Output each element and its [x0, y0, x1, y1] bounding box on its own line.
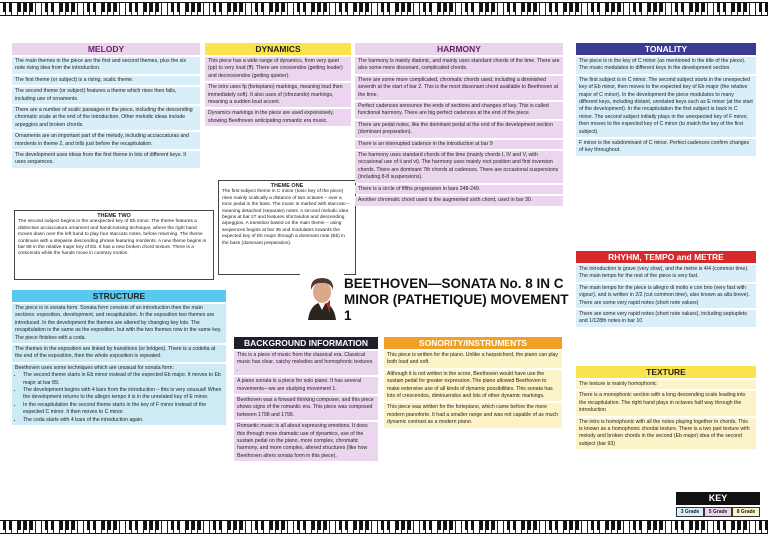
- sonority-block: Although it is not written in the score, Beethoven would have use the sustain pedal for greater expression. The piano allowed Beethoven to make extensive use of all kinds of dynamic possibilities. This sonata has lots of crescendos, diminuendos and lots of other dynamic markings.: [384, 370, 562, 402]
- piano-keys-top-border: [0, 2, 768, 16]
- texture-block: The texture is mainly homophonic: [576, 380, 756, 389]
- dynamics-heading: DYNAMICS: [205, 43, 351, 55]
- structure-panel: [12, 290, 226, 504]
- harmony-block: There are pedal notes, like the dominant pedal at the end of the development section (dominant preparation).: [355, 121, 563, 138]
- harmony-heading: HARMONY: [355, 43, 563, 55]
- harmony-panel: [355, 43, 563, 265]
- list-item: • The development begins with 4 bars from the introduction – this is very unusual! When the development returns to the allegro tempo it is in the unrelated key of E minor.: [23, 387, 223, 402]
- melody-block: The main themes in the piece are the first and second themes, plus the six note rising idea from the introduction.: [12, 57, 200, 74]
- dynamics-block: Dynamics markings in the piece are used expressively, showing Beethoven anticipating romantic era music.: [205, 109, 351, 126]
- page-title: BEETHOVEN—SONATA No. 8 IN C MINOR (PATHETIQUE) MOVEMENT 1: [344, 276, 569, 323]
- background-heading: BACKGROUND INFORMATION: [234, 337, 378, 349]
- sonority-panel: [384, 337, 562, 505]
- melody-block: The second theme (or subject) features a theme which rises then falls, including use of ornaments.: [12, 87, 200, 104]
- background-block: Romantic music is all about expressing emotions. It does this through more dramatic use of dynamics, use of the sustain pedal on the piano, more complex, chromatic harmony, and more complex, altered structures (like how Beethoven alters sonata form in this piece).: [234, 422, 378, 461]
- texture-block: There is a monophonic section with a long descending scale leading into the recapitulation. The right hand plays in octaves half way through the introduction: [576, 391, 756, 415]
- list-item: • The second theme starts in Eb minor instead of the expected Eb major. It moves to Eb major at bar 89.: [23, 372, 223, 387]
- key-grade-3: 3 Grade: [676, 507, 704, 517]
- melody-block: The development uses ideas from the first theme in lots of different keys. It uses sequences.: [12, 151, 200, 168]
- piano-keys-bottom-border: [0, 520, 768, 534]
- structure-list-block: [12, 364, 226, 425]
- harmony-block: The harmony is mainly diatonic, and mainly uses standard chords of the time. There are also some more dissonant, complicated chords.: [355, 57, 563, 74]
- key-grade-8: 8 Grade: [732, 507, 760, 517]
- dynamics-block: The intro uses fp (fortepiano) markings, meaning loud then immediately soft). It also uses sf (sforzando) markings, meaning a sudden loud accent.: [205, 83, 351, 107]
- structure-list-intro: Beethoven uses some techniques which are unusual for sonata form:: [15, 364, 174, 371]
- tonality-panel: [576, 43, 756, 241]
- tonality-block: The piece is in the key of C minor (as mentioned in the title of the piece). The music modulates to different keys in the development section: [576, 57, 756, 74]
- theme-two-heading: THEME TWO: [97, 213, 131, 219]
- list-item: • In the recapitulation the second theme starts in the key of F minor instead of the expected C minor. It then moves to C minor.: [23, 402, 223, 417]
- key-heading: KEY: [676, 492, 760, 505]
- background-block: This is a piece of music from the classical era. Classical music has clear, catchy melodies and homophonic textures .: [234, 351, 378, 375]
- rhythm-block: The main tempo for the piece is allegro di molto e con brio (very fast with vigour), and is written in 2/2 (cut common time), also known as alla breve). There are some very rapid notes (short note values): [576, 284, 756, 308]
- tonality-heading: TONALITY: [576, 43, 756, 55]
- sonority-block: This piece is written for the piano. Unlike a harpsichord, the piano can play both loud and soft.: [384, 351, 562, 368]
- theme-one-heading: THEME ONE: [270, 183, 304, 189]
- melody-block: The first theme (or subject) is a rising, scalic theme.: [12, 76, 200, 85]
- theme-one-box: [218, 180, 356, 275]
- theme-two-text: The second subject begins in the unexpected key of Eb minor. The theme features a distinctive acciaccatura ornament and handcrossing technique, where the right hand moves down over the left hand to play four staccato notes, before returning. The theme continues with a stepwise descending phrase featuring mordents. A new theme begins in bar 88 in the relative major key of Eb. It has a new broken chord texture. There is a crescendo while the hands move in contrary motion.: [18, 219, 207, 257]
- melody-block: Ornaments are an important part of the melody, including acciaccaturas and mordents in theme 2, and trills just before the recapitulation.: [12, 132, 200, 149]
- beethoven-portrait: [300, 270, 344, 320]
- harmony-block: The harmony uses standard chords of the time (mainly chords I, IV and V, with occasional use of ii and vi). The harmony uses mainly root position and first inversion chords. There are dominant 7th chords at cadences. There are occasional suspensions (including 8-8 suspensions).: [355, 151, 563, 183]
- theme-one-text: The first subject theme in C minor (tonic key of the piece) rises mainly scalically a distance of two octaves – over a tonic pedal in the bass. The music is marked with staccato – meaning detached (separate) notes. A second melodic idea begins at bar 27 and features sforzandos and descending arpeggios. A transition based on the main theme – using sequences begins at bar 35 and modulates towards the expected key of Eb major through a dominant note (Bb) in the bass (dominant preparation).: [222, 189, 350, 246]
- sonority-heading: SONORITY/INSTRUMENTS: [384, 337, 562, 349]
- rhythm-panel: [576, 251, 756, 361]
- melody-block: There are a number of scalic passages in the piece, including the descending chromatic scale at the end of the introduction. Other melodic ideas include arpeggios and broken chords.: [12, 106, 200, 130]
- dynamics-block: This piece has a wide range of dynamics, from very quiet (pp) to very loud (ff). There are crescendos (getting louder) and decrescendos (getting quieter).: [205, 57, 351, 81]
- list-item: • The coda starts with 4 bars of the introduction again.: [23, 417, 223, 424]
- background-block: Beethoven was a forward thinking composer, and this piece shows signs of the romantic era. This piece was composed between 1798 and 1799.: [234, 396, 378, 420]
- melody-panel: [12, 43, 200, 209]
- rhythm-heading: RHYHM, TEMPO and METRE: [576, 251, 756, 263]
- key-legend: [676, 492, 760, 522]
- rhythm-block: The introduction is grave (very slow), and the metre is 4/4 (common time). The main tempo for the rest of the piece is very fast.: [576, 265, 756, 282]
- tonality-block: The first subject is in C minor. The second subject starts in the unexpected key of Eb minor, then moves to the expected key of Eb major (the relative major of C minor). In the development the piece modulates to many different keys, including distant, unrelated keys such as E minor (at the start of the development). In the recapitulation the first subject is back in C minor. The second subject initially plays in the unexpected key of F minor, then moves to the expected key of C minor (to match the key of the first subject).: [576, 76, 756, 137]
- structure-block: The piece is in sonata form. Sonata form consists of an introduction then the main sections: exposition, development, and recapitulation. In the exposition two themes are introduced. In the development the themes are altered by changing key lots. The recapitulation is the same as the exposition, but with the two themes now in the same key. The piece finishes with a coda.: [12, 304, 226, 343]
- harmony-block: Perfect cadences announce the ends of sections and changes of key. This is called functional harmony. There are big perfect cadences at the end of the piece.: [355, 102, 563, 119]
- tonality-block: F minor is the subdominant of C minor. Perfect cadences confirm changes of key throughout.: [576, 139, 756, 156]
- sonority-block: This piece was written for the fortepiano, which came before the more modern pianoforte. It had a smaller range and was not capable of as much dynamic contrast as a modern piano.: [384, 403, 562, 427]
- rhythm-block: There are some very rapid notes (short note values), including septuplets and 1/128th notes in bar 10: [576, 310, 756, 327]
- structure-list: [15, 372, 223, 424]
- background-block: A piano sonata is a piece for solo piano. It has several movements—we are studying movement 1.: [234, 377, 378, 394]
- harmony-block: There is an interrupted cadence in the introduction at bar 9: [355, 140, 563, 149]
- texture-heading: TEXTURE: [576, 366, 756, 378]
- harmony-block: Another chromatic chord used is the augmented sixth chord, used in bar 30.: [355, 196, 563, 205]
- structure-heading: STRUCTURE: [12, 290, 226, 302]
- dynamics-panel: [205, 43, 351, 178]
- texture-block: The intro is homophonic with all the notes playing together in chords. This is known as a homophonic chordal texture. There is a two part texture with melody and broken chords in the second (Eb major) idea of the second subject (bar 93): [576, 418, 756, 450]
- structure-block: The themes in the exposition are linked by transitions (or bridges). There is a codetta at the end of the exposition, then the whole exposition is repeated.: [12, 345, 226, 362]
- background-panel: [234, 337, 378, 505]
- harmony-block: There are some more complicated, chromatic chords used, including a diminished seventh at the start of bar 2. This is the most dissonant chord available to Beethoven at the time.: [355, 76, 563, 100]
- melody-heading: MELODY: [12, 43, 200, 55]
- harmony-block: There is a circle of fifths progression in bars 248-249.: [355, 185, 563, 194]
- key-grade-5: 5 Grade: [704, 507, 732, 517]
- texture-panel: [576, 366, 756, 490]
- theme-two-box: [14, 210, 214, 280]
